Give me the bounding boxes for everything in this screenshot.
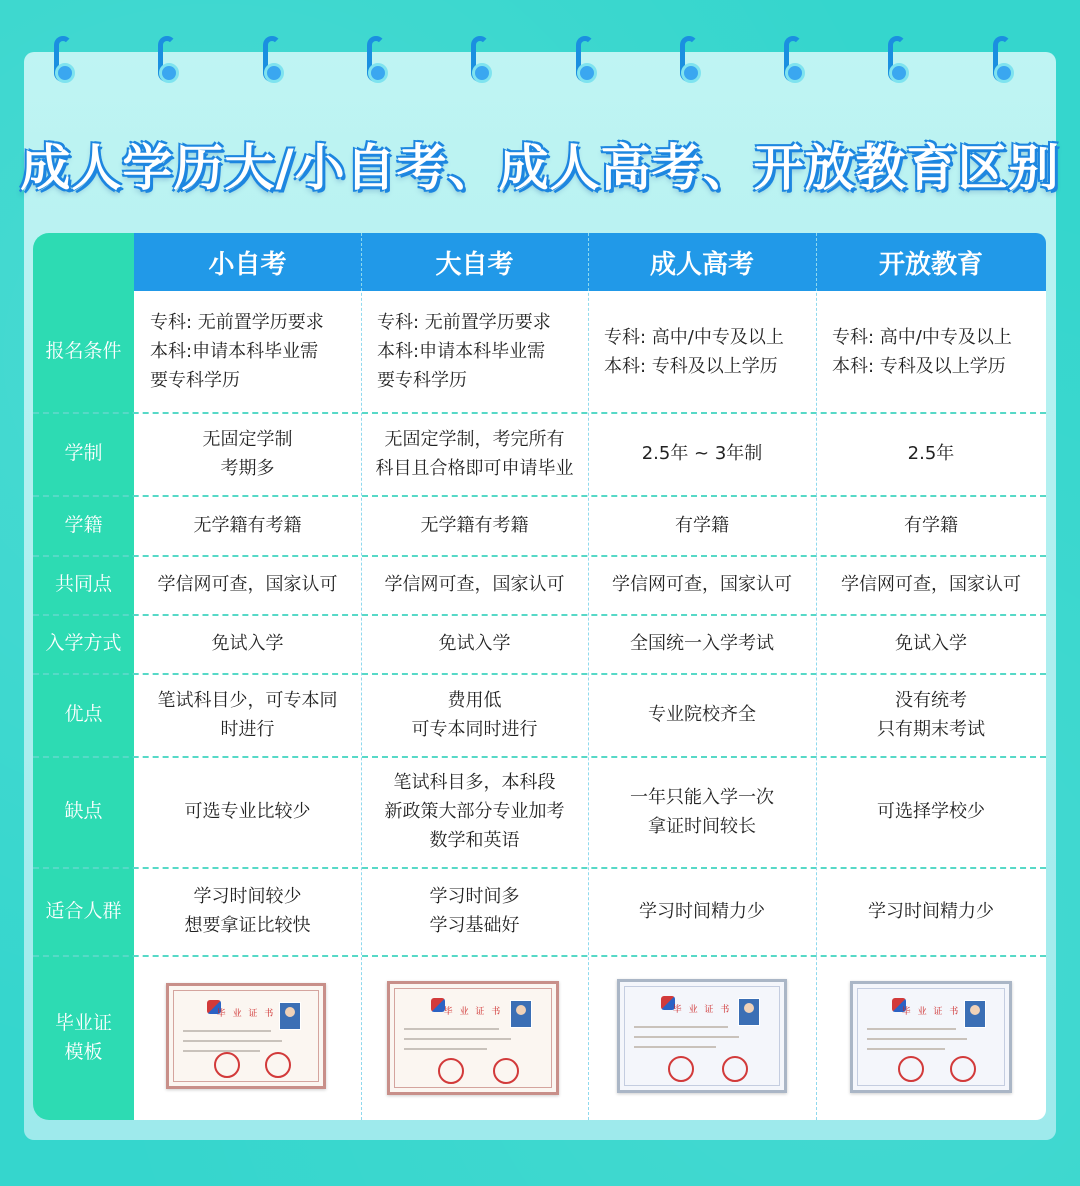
certificate-seal-icon (950, 1056, 976, 1082)
cell-text: 2.5年 (907, 443, 955, 464)
row-divider (33, 955, 1046, 957)
table-cell (816, 495, 1046, 555)
cell-text: 全国统一入学考试 (630, 633, 774, 654)
cell-text: 专科: 高中/中专及以上 本科: 专科及以上学历 (832, 326, 1012, 377)
table-cell (816, 673, 1046, 756)
binder-ring-icon (888, 36, 906, 82)
cell-text: 学信网可查，国家认可 (841, 574, 1021, 595)
binder-ring-icon (680, 36, 698, 82)
small-self-exam-certificate (166, 983, 326, 1089)
row-header-admission-method (33, 614, 134, 673)
binder-ring-icon (993, 36, 1011, 82)
certificate-photo (510, 1000, 532, 1028)
table-cell (134, 495, 361, 555)
cell-text: 学习时间多 学习基础好 (429, 886, 520, 936)
table-cell (816, 291, 1046, 412)
row-header-label: 适合人群 (45, 899, 122, 922)
cell-text: 可选择学校少 (877, 801, 985, 822)
table-cell (134, 412, 361, 495)
table-cell (134, 291, 361, 412)
table-cell (361, 867, 588, 955)
cell-text: 无学籍有考籍 (193, 514, 302, 536)
table-cell (361, 495, 588, 555)
large-self-exam-certificate (387, 981, 559, 1095)
table-cell (816, 756, 1046, 867)
table-cell (588, 614, 816, 673)
open-education-certificate (850, 981, 1012, 1093)
cell-text: 没有统考 只有期末考试 (877, 689, 985, 740)
table-cell (588, 555, 816, 614)
table-cell (134, 555, 361, 614)
table-cell (361, 291, 588, 412)
column-header-small-self-exam: 小自考 (208, 249, 287, 280)
certificate-photo (279, 1002, 301, 1030)
cell-text: 专科: 高中/中专及以上 本科: 专科及以上学历 (604, 326, 784, 377)
table-cell (816, 867, 1046, 955)
certificate-text-lines (183, 1030, 271, 1032)
cell-text: 学习时间精力少 (639, 900, 765, 922)
cell-text: 学习时间较少 想要拿证比较快 (184, 886, 311, 936)
binder-rings (0, 36, 1080, 86)
certificate-text-lines (183, 1050, 260, 1052)
table-cell (134, 614, 361, 673)
cell-text: 无固定学制 考期多 (202, 428, 293, 479)
cell-text: 有学籍 (904, 514, 958, 536)
cell-text: 无学籍有考籍 (420, 514, 529, 536)
certificate-text-lines (404, 1038, 511, 1040)
certificate-text-lines (867, 1038, 967, 1040)
page-title: 成人学历大/小自考、成人高考、开放教育区别 (20, 139, 1060, 197)
cell-text: 专科: 无前置学历要求 本科:申请本科毕业需 要专科学历 (150, 312, 324, 391)
row-header-student-status (33, 495, 134, 555)
cell-text: 学习时间精力少 (868, 900, 994, 922)
cell-text: 笔试科目多，本科段 新政策大部分专业加考 数学和英语 (384, 772, 565, 851)
certificate-seal-icon (493, 1058, 519, 1084)
table-cell (816, 555, 1046, 614)
certificate-text-lines (634, 1036, 739, 1038)
cell-text: 2.5年 ~ 3年制 (641, 443, 763, 464)
row-header-label: 学籍 (64, 513, 103, 536)
certificate-seal-icon (668, 1056, 694, 1082)
certificate-text-lines (634, 1046, 716, 1048)
row-header-label: 优点 (64, 703, 103, 725)
cell-text: 免试入学 (895, 633, 967, 654)
certificate-seal-icon (438, 1058, 464, 1084)
row-header-advantages (33, 673, 134, 756)
table-cell (361, 412, 588, 495)
row-header-enrollment-conditions (33, 291, 134, 412)
comparison-table (33, 233, 1046, 1120)
row-header-disadvantages (33, 756, 134, 867)
cell-text: 免试入学 (438, 633, 511, 654)
table-cell (816, 614, 1046, 673)
table-cell (361, 555, 588, 614)
row-header-label: 缺点 (64, 800, 103, 822)
binder-ring-icon (263, 36, 281, 82)
certificate-text-lines (867, 1028, 956, 1030)
column-header-large-self-exam: 大自考 (435, 249, 514, 280)
binder-ring-icon (471, 36, 489, 82)
binder-ring-icon (576, 36, 594, 82)
row-header-label: 毕业证 模板 (54, 1011, 112, 1063)
row-header-common-points (33, 555, 134, 614)
binder-ring-icon (54, 36, 72, 82)
row-header-suitable-people (33, 867, 134, 955)
table-cell (588, 867, 816, 955)
certificate-text-lines (183, 1040, 282, 1042)
table-cell (134, 867, 361, 955)
row-header-label: 学制 (64, 442, 103, 464)
cell-text: 笔试科目少，可专本同 时进行 (157, 689, 338, 740)
certificate-heading: 毕 业 证 书 (901, 1007, 961, 1017)
cell-text: 无固定学制，考完所有 科目且合格即可申请毕业 (375, 428, 574, 479)
cell-text: 一年只能入学一次 拿证时间较长 (630, 786, 774, 837)
cell-text: 免试入学 (211, 633, 284, 654)
cell-text: 学信网可查，国家认可 (612, 574, 792, 595)
cell-text: 费用低 可专本同时进行 (411, 689, 538, 740)
certificate-heading: 毕 业 证 书 (216, 1009, 276, 1019)
table-cell (361, 614, 588, 673)
table-cell (588, 495, 816, 555)
column-header-open-education: 开放教育 (878, 249, 983, 280)
certificate-seal-icon (722, 1056, 748, 1082)
cell-text: 有学籍 (675, 514, 729, 536)
row-header-label: 报名条件 (45, 340, 122, 362)
certificate-photo (738, 998, 760, 1026)
table-cell (134, 756, 361, 867)
table-cell (816, 412, 1046, 495)
certificate-text-lines (867, 1048, 945, 1050)
table-cell (361, 756, 588, 867)
binder-ring-icon (158, 36, 176, 82)
cell-text: 学信网可查，国家认可 (384, 574, 565, 595)
certificate-text-lines (634, 1026, 728, 1028)
row-header-label: 入学方式 (45, 632, 122, 654)
cell-text: 专业院校齐全 (648, 704, 756, 725)
certificate-heading: 毕 业 证 书 (672, 1005, 732, 1015)
table-cell (588, 291, 816, 412)
table-cell (588, 756, 816, 867)
row-header-certificate-template (33, 955, 134, 1120)
row-header-label: 共同点 (54, 573, 112, 595)
binder-ring-icon (784, 36, 802, 82)
certificate-heading: 毕 业 证 书 (443, 1007, 503, 1017)
table-cell (361, 673, 588, 756)
table-cell (588, 673, 816, 756)
binder-ring-icon (367, 36, 385, 82)
column-header-adult-college-exam: 成人高考 (649, 249, 754, 280)
row-header-study-length (33, 412, 134, 495)
adult-college-exam-certificate (617, 979, 787, 1093)
cell-text: 可选专业比较少 (184, 801, 311, 822)
cell-text: 专科: 无前置学历要求 本科:申请本科毕业需 要专科学历 (377, 312, 551, 391)
certificate-text-lines (404, 1028, 499, 1030)
certificate-text-lines (404, 1048, 487, 1050)
cell-text: 学信网可查，国家认可 (157, 574, 338, 595)
certificate-photo (964, 1000, 986, 1028)
certificate-seal-icon (214, 1052, 240, 1078)
table-cell (134, 673, 361, 756)
certificate-seal-icon (265, 1052, 291, 1078)
table-cell (588, 412, 816, 495)
